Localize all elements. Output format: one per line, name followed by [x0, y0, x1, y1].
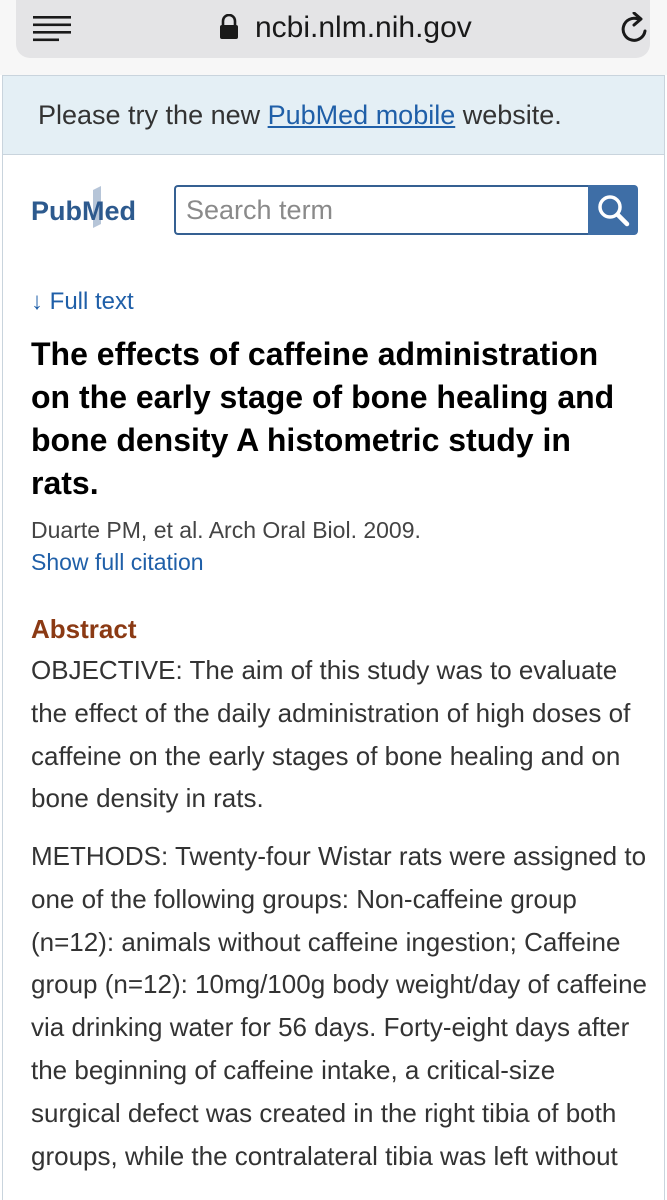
logo-text: PubMed — [31, 196, 136, 226]
show-full-citation-link[interactable]: Show full citation — [31, 549, 204, 575]
search-box[interactable] — [174, 185, 588, 235]
banner-text — [38, 98, 562, 132]
abstract-methods: METHODS: Twenty-four Wistar rats were assigned to one of the following groups: Non-caffeine group (n=12): animals without caffeine ingestion; Caffeine group (n=12): 10mg/100g body weight/day of caffeine via drinking water for 56 days. Forty-eight days after the beginning of caffeine intake, a critical-size surgical defect was created in the right tibia of both groups, while the contralateral tibia was left without — [31, 841, 648, 1171]
abstract-heading: Abstract — [31, 614, 137, 644]
mobile-site-banner — [3, 75, 664, 155]
search-input[interactable] — [176, 187, 588, 233]
abstract-objective: OBJECTIVE: The aim of this study was to evaluate the effect of the daily administration of high doses of caffeine on the early stages of bone healing and on bone density in rats. — [31, 655, 631, 814]
page-content — [2, 75, 665, 1200]
pubmed-logo[interactable] — [31, 184, 167, 232]
reload-icon[interactable] — [620, 12, 650, 44]
search-button[interactable] — [588, 185, 638, 235]
full-text-link[interactable]: ↓ Full text — [31, 288, 134, 315]
article-title: The effects of caffeine administration on the early stage of bone healing and bone density A histometric study in rats. — [31, 336, 615, 501]
menu-icon[interactable] — [33, 16, 73, 42]
banner-suffix: website. — [455, 100, 562, 130]
browser-chrome — [0, 0, 667, 75]
address-bar[interactable] — [16, 0, 650, 58]
search-icon — [595, 192, 631, 228]
lock-icon — [219, 14, 239, 40]
article-citation: Duarte PM, et al. Arch Oral Biol. 2009. — [31, 517, 421, 543]
banner-prefix: Please try the new — [38, 100, 268, 130]
pubmed-mobile-link[interactable]: PubMed mobile — [267, 100, 456, 130]
url-text[interactable]: ncbi.nlm.nih.gov — [255, 11, 472, 44]
